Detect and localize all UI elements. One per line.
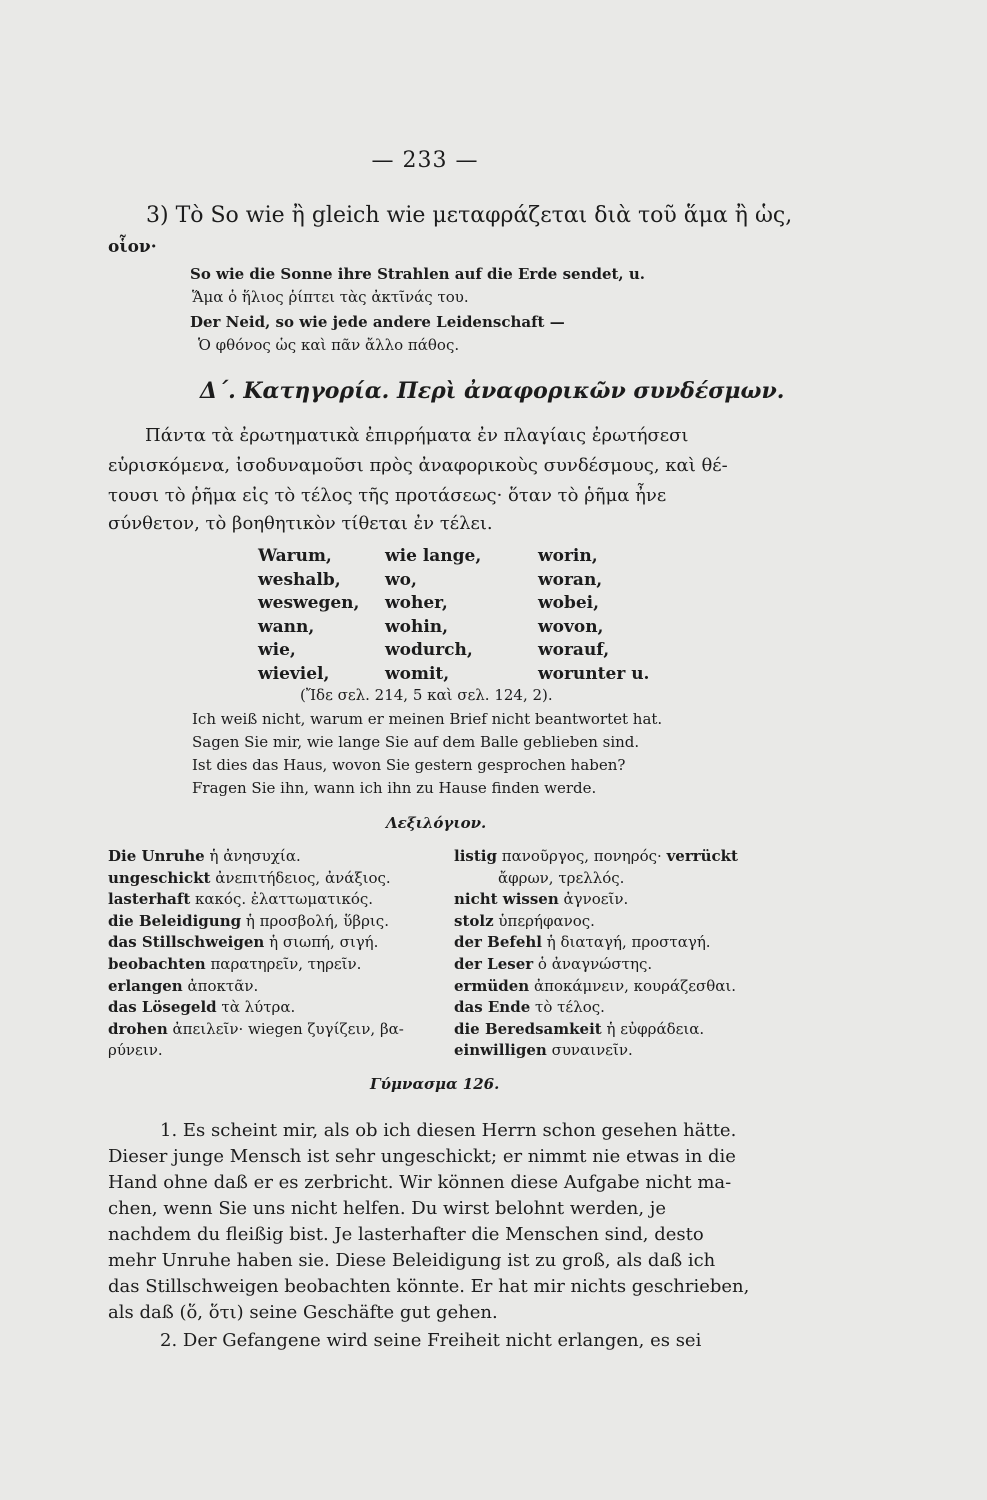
vocab-entry: der Leser ὁ ἀναγνώστης.	[454, 954, 653, 973]
word-cell: weshalb,	[258, 569, 341, 590]
word-cell: wie,	[258, 640, 296, 660]
word-cell: wann,	[258, 616, 315, 637]
exercise-line-9: 2. Der Gefangene wird seine Freiheit nicht erlangen, es sei	[160, 1330, 702, 1351]
word-column-2	[385, 546, 481, 687]
vocab-entry: Die Unruhe ἡ ἀνησυχία.	[108, 847, 301, 865]
paragraph-line-2: εὑρισκόμενα, ἰσοδυναμοῦσι πρὸς ἀναφορικοὺς συνδέσμους, καὶ θέ-	[108, 455, 728, 476]
vocab-entry: erlangen ἀποκτᾶν.	[108, 976, 259, 995]
exercise-line-4: chen, wenn Sie uns nicht helfen. Du wirst belohnt werden, je	[108, 1198, 666, 1219]
word-cell: worunter u.	[538, 663, 650, 684]
exercise-line-2: Dieser junge Mensch ist sehr ungeschickt; er nimmt nie etwas in die	[108, 1146, 736, 1167]
example-greek-2: Ὁ φθόνος ὡς καὶ πᾶν ἄλλο πάθος.	[198, 336, 460, 354]
exercise-line-7: das Stillschweigen beobachten könnte. Er hat mir nichts geschrieben,	[108, 1276, 750, 1297]
rule-3-line-2: οἷον·	[108, 237, 157, 257]
vocab-entry: listig πανοῦργος, πονηρός· verrückt	[454, 847, 738, 865]
vocab-entry: das Lösegeld τὰ λύτρα.	[108, 998, 296, 1017]
german-example-4: Fragen Sie ihn, wann ich ihn zu Hause finden werde.	[192, 779, 597, 797]
lexicon-title: Λεξιλόγιον.	[386, 814, 487, 832]
rule-3-line-1: 3) Τὸ So wie ἢ gleich wie μεταφράζεται διὰ τοῦ ἅμα ἢ ὡς,	[146, 203, 793, 228]
vocab-entry: drohen ἀπειλεῖν· wiegen ζυγίζειν, βα-	[108, 1019, 404, 1038]
word-cell: wovon,	[538, 616, 604, 637]
exercise-line-5: nachdem du fleißig bist. Je lasterhafter die Menschen sind, desto	[108, 1224, 704, 1245]
german-example-3: Ist dies das Haus, wovon Sie gestern gesprochen haben?	[192, 756, 626, 774]
exercise-line-6: mehr Unruhe haben sie. Diese Beleidigung ist zu groß, als daß ich	[108, 1250, 716, 1271]
paragraph-line-1: Πάντα τὰ ἐρωτηματικὰ ἐπιρρήματα ἐν πλαγίαις ἐρωτήσεσι	[145, 425, 689, 446]
vocab-entry: beobachten παρατηρεῖν, τηρεῖν.	[108, 954, 362, 973]
exercise-line-8: als daß (ὅ, ὅτι) seine Geschäfte gut gehen.	[108, 1302, 498, 1323]
vocab-entry: ἄφρων, τρελλός.	[498, 868, 625, 887]
paragraph-line-3: τουσι τὸ ῥῆμα εἰς τὸ τέλος τῆς προτάσεως· ὅταν τὸ ῥῆμα ἦνε	[108, 485, 667, 506]
word-cell: womit,	[385, 663, 450, 684]
word-cell: wie lange,	[385, 546, 482, 566]
german-example-2: Sagen Sie mir, wie lange Sie auf dem Balle geblieben sind.	[192, 733, 640, 751]
vocab-entry: nicht wissen ἀγνοεῖν.	[454, 890, 629, 909]
word-column-1	[258, 546, 359, 687]
exercise-line-1: 1. Es scheint mir, als ob ich diesen Herrn schon gesehen hätte.	[160, 1120, 737, 1141]
page-reference: (Ἴδε σελ. 214, 5 καὶ σελ. 124, 2).	[300, 686, 553, 704]
vocabulary-left-column	[108, 846, 404, 1062]
paragraph-line-4: σύνθετον, τὸ βοηθητικὸν τίθεται ἐν τέλει.	[108, 513, 493, 534]
vocab-entry: das Stillschweigen ἡ σιωπή, σιγή.	[108, 933, 379, 952]
word-cell: wobei,	[538, 593, 600, 613]
word-cell: weswegen,	[258, 593, 360, 613]
example-german-2: Der Neid, so wie jede andere Leidenschaft —	[190, 313, 565, 331]
vocabulary-right-column	[454, 846, 738, 1062]
vocab-entry: ungeschickt ἀνεπιτήδειος, ἀνάξιος.	[108, 868, 391, 887]
word-cell: wieviel,	[258, 663, 330, 684]
vocab-entry: einwilligen συναινεῖν.	[454, 1041, 633, 1060]
vocab-entry: die Beredsamkeit ἡ εὐφράδεια.	[454, 1019, 705, 1038]
vocab-entry: ermüden ἀποκάμνειν, κουράζεσθαι.	[454, 976, 737, 995]
word-cell: woran,	[538, 569, 603, 590]
word-cell: wohin,	[385, 616, 449, 637]
word-cell: Warum,	[258, 546, 332, 566]
word-cell: worin,	[538, 546, 598, 566]
section-heading: Δ΄. Κατηγορία. Περὶ ἀναφορικῶν συνδέσμων.	[200, 378, 785, 404]
example-german-1: So wie die Sonne ihre Strahlen auf die Erde sendet, u.	[190, 265, 646, 283]
word-cell: woher,	[385, 593, 448, 613]
exercise-line-3: Hand ohne daß er es zerbricht. Wir können diese Aufgabe nicht ma-	[108, 1172, 732, 1193]
word-cell: wodurch,	[385, 640, 473, 660]
vocab-entry: lasterhaft κακός. ἐλαττωματικός.	[108, 890, 374, 909]
vocab-entry: der Befehl ἡ διαταγή, προσταγή.	[454, 933, 711, 952]
vocab-entry: das Ende τὸ τέλος.	[454, 998, 605, 1017]
page-number: — 233 —	[371, 148, 479, 173]
vocab-entry: ρύνειν.	[108, 1041, 163, 1060]
example-greek-1: Ἅμα ὁ ἥλιος ῥίπτει τὰς ἀκτῖνάς του.	[192, 288, 469, 306]
german-example-1: Ich weiß nicht, warum er meinen Brief nicht beantwortet hat.	[192, 710, 663, 728]
vocab-entry: die Beleidigung ἡ προσβολή, ὕβρις.	[108, 911, 389, 930]
word-cell: wo,	[385, 569, 417, 590]
vocab-entry: stolz ὑπερήφανος.	[454, 911, 595, 930]
word-cell: worauf,	[538, 640, 610, 660]
exercise-title: Γύμνασμα 126.	[370, 1075, 500, 1093]
word-column-3	[538, 546, 649, 687]
